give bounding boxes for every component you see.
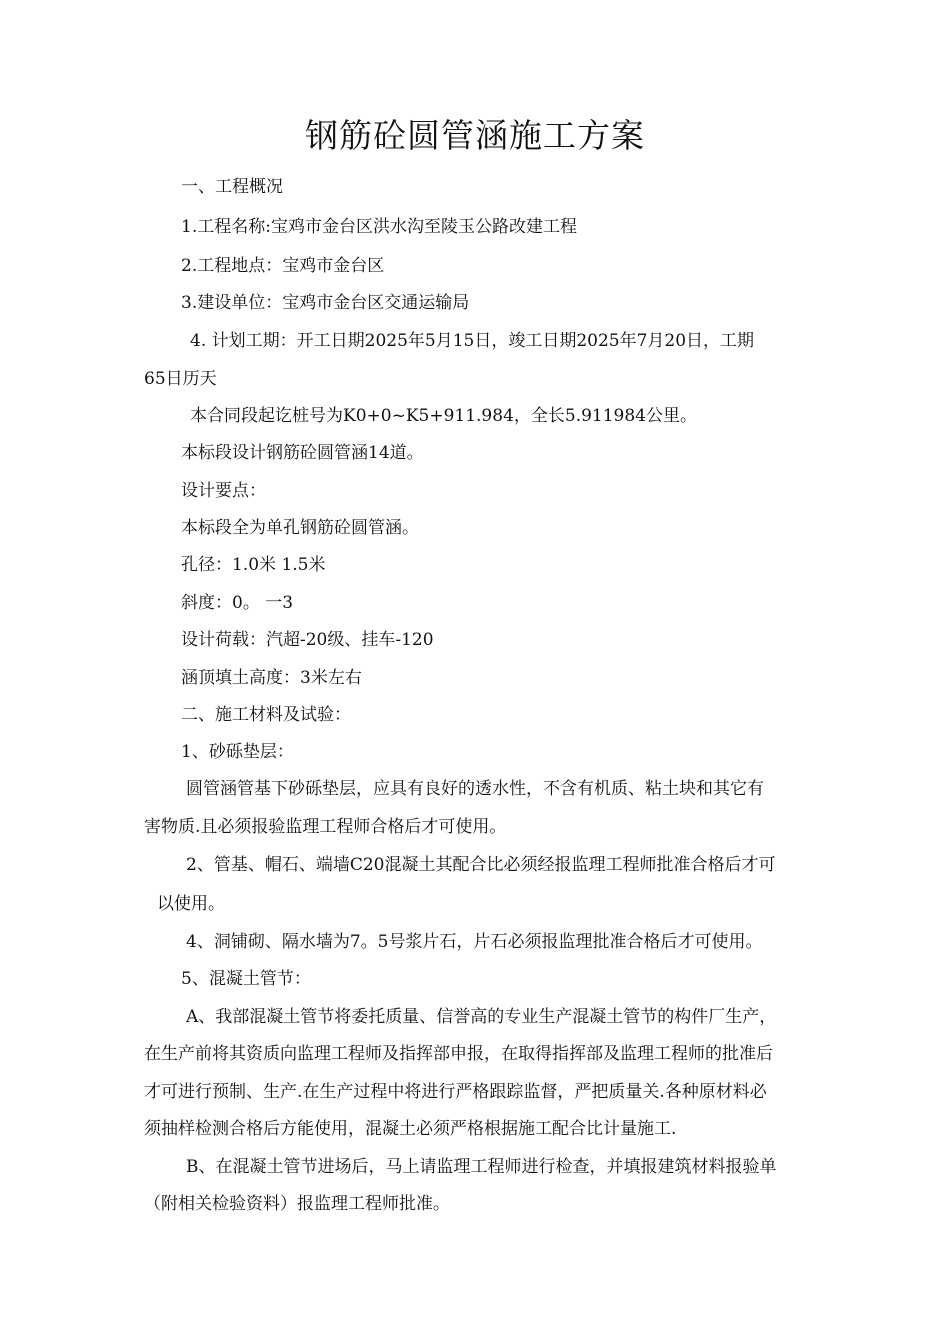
stake-range-line: 本合同段起讫桩号为K0+0~K5+911.984，全长5.911984公里。 [190, 406, 697, 426]
pipe-production-line-3: 才可进行预制、生产.在生产过程中将进行严格跟踪监督，严把质量关.各种原材料必 [144, 1082, 767, 1102]
document-title: 钢筋砼圆管涵施工方案 [305, 116, 645, 155]
pipe-inspection-line-2: （附相关检验资料）报监理工程师批准。 [144, 1194, 450, 1214]
schedule-line: 4. 计划工期：开工日期2025年5月15日，竣工日期2025年7月20日，工期 [190, 331, 755, 351]
pipe-inspection-paragraph: B、在混凝土管节进场后，马上请监理工程师进行检查，并填报建筑材料报验单 [186, 1157, 777, 1177]
pipe-production-line-2: 在生产前将其资质向监理工程师及指挥部申报，在取得指挥部及监理工程师的批准后 [144, 1044, 773, 1064]
concrete-mix-paragraph-2: 以使用。 [157, 894, 225, 914]
pipe-production-paragraph: A、我部混凝土管节将委托质量、信誉高的专业生产混凝土管节的构件厂生产， [186, 1007, 777, 1027]
gravel-cushion-paragraph-2: 害物质.且必须报验监理工程师合格后才可使用。 [144, 817, 507, 837]
design-points-heading: 设计要点： [181, 481, 266, 501]
single-hole-line: 本标段全为单孔钢筋砼圆管涵。 [181, 518, 419, 538]
section-heading-materials: 二、施工材料及试验： [181, 705, 351, 725]
project-name-line: 1.工程名称:宝鸡市金台区洪水沟至陵玉公路改建工程 [181, 217, 577, 237]
construction-unit-line: 3.建设单位：宝鸡市金台区交通运输局 [181, 293, 470, 313]
schedule-line-continued: 65日历天 [144, 369, 217, 389]
design-load-line: 设计荷载：汽超-20级、挂车-120 [181, 630, 434, 650]
paving-paragraph: 4、洞铺砌、隔水墙为7。5号浆片石，片石必须报监理批准合格后才可使用。 [186, 932, 763, 952]
skew-line: 斜度：0。 一3 [181, 593, 294, 613]
culvert-count-line: 本标段设计钢筋砼圆管涵14道。 [181, 443, 424, 463]
section-heading-overview: 一、工程概况 [181, 177, 283, 197]
fill-height-line: 涵顶填土高度：3米左右 [181, 668, 362, 688]
pipe-production-line-4: 须抽样检测合格后方能使用，混凝土必须严格根据施工配合比计量施工. [144, 1119, 677, 1139]
gravel-cushion-paragraph: 圆管涵管基下砂砾垫层，应具有良好的透水性，不含有机质、粘土块和其它有 [186, 779, 764, 799]
aperture-line: 孔径：1.0米 1.5米 [181, 555, 326, 575]
concrete-mix-paragraph: 2、管基、帽石、端墙C20混凝土其配合比必须经报监理工程师批准合格后才可 [186, 855, 776, 875]
project-location-line: 2.工程地点：宝鸡市金台区 [181, 256, 385, 276]
gravel-cushion-heading: 1、砂砾垫层： [181, 742, 294, 762]
concrete-pipe-heading: 5、混凝土管节： [181, 969, 311, 989]
